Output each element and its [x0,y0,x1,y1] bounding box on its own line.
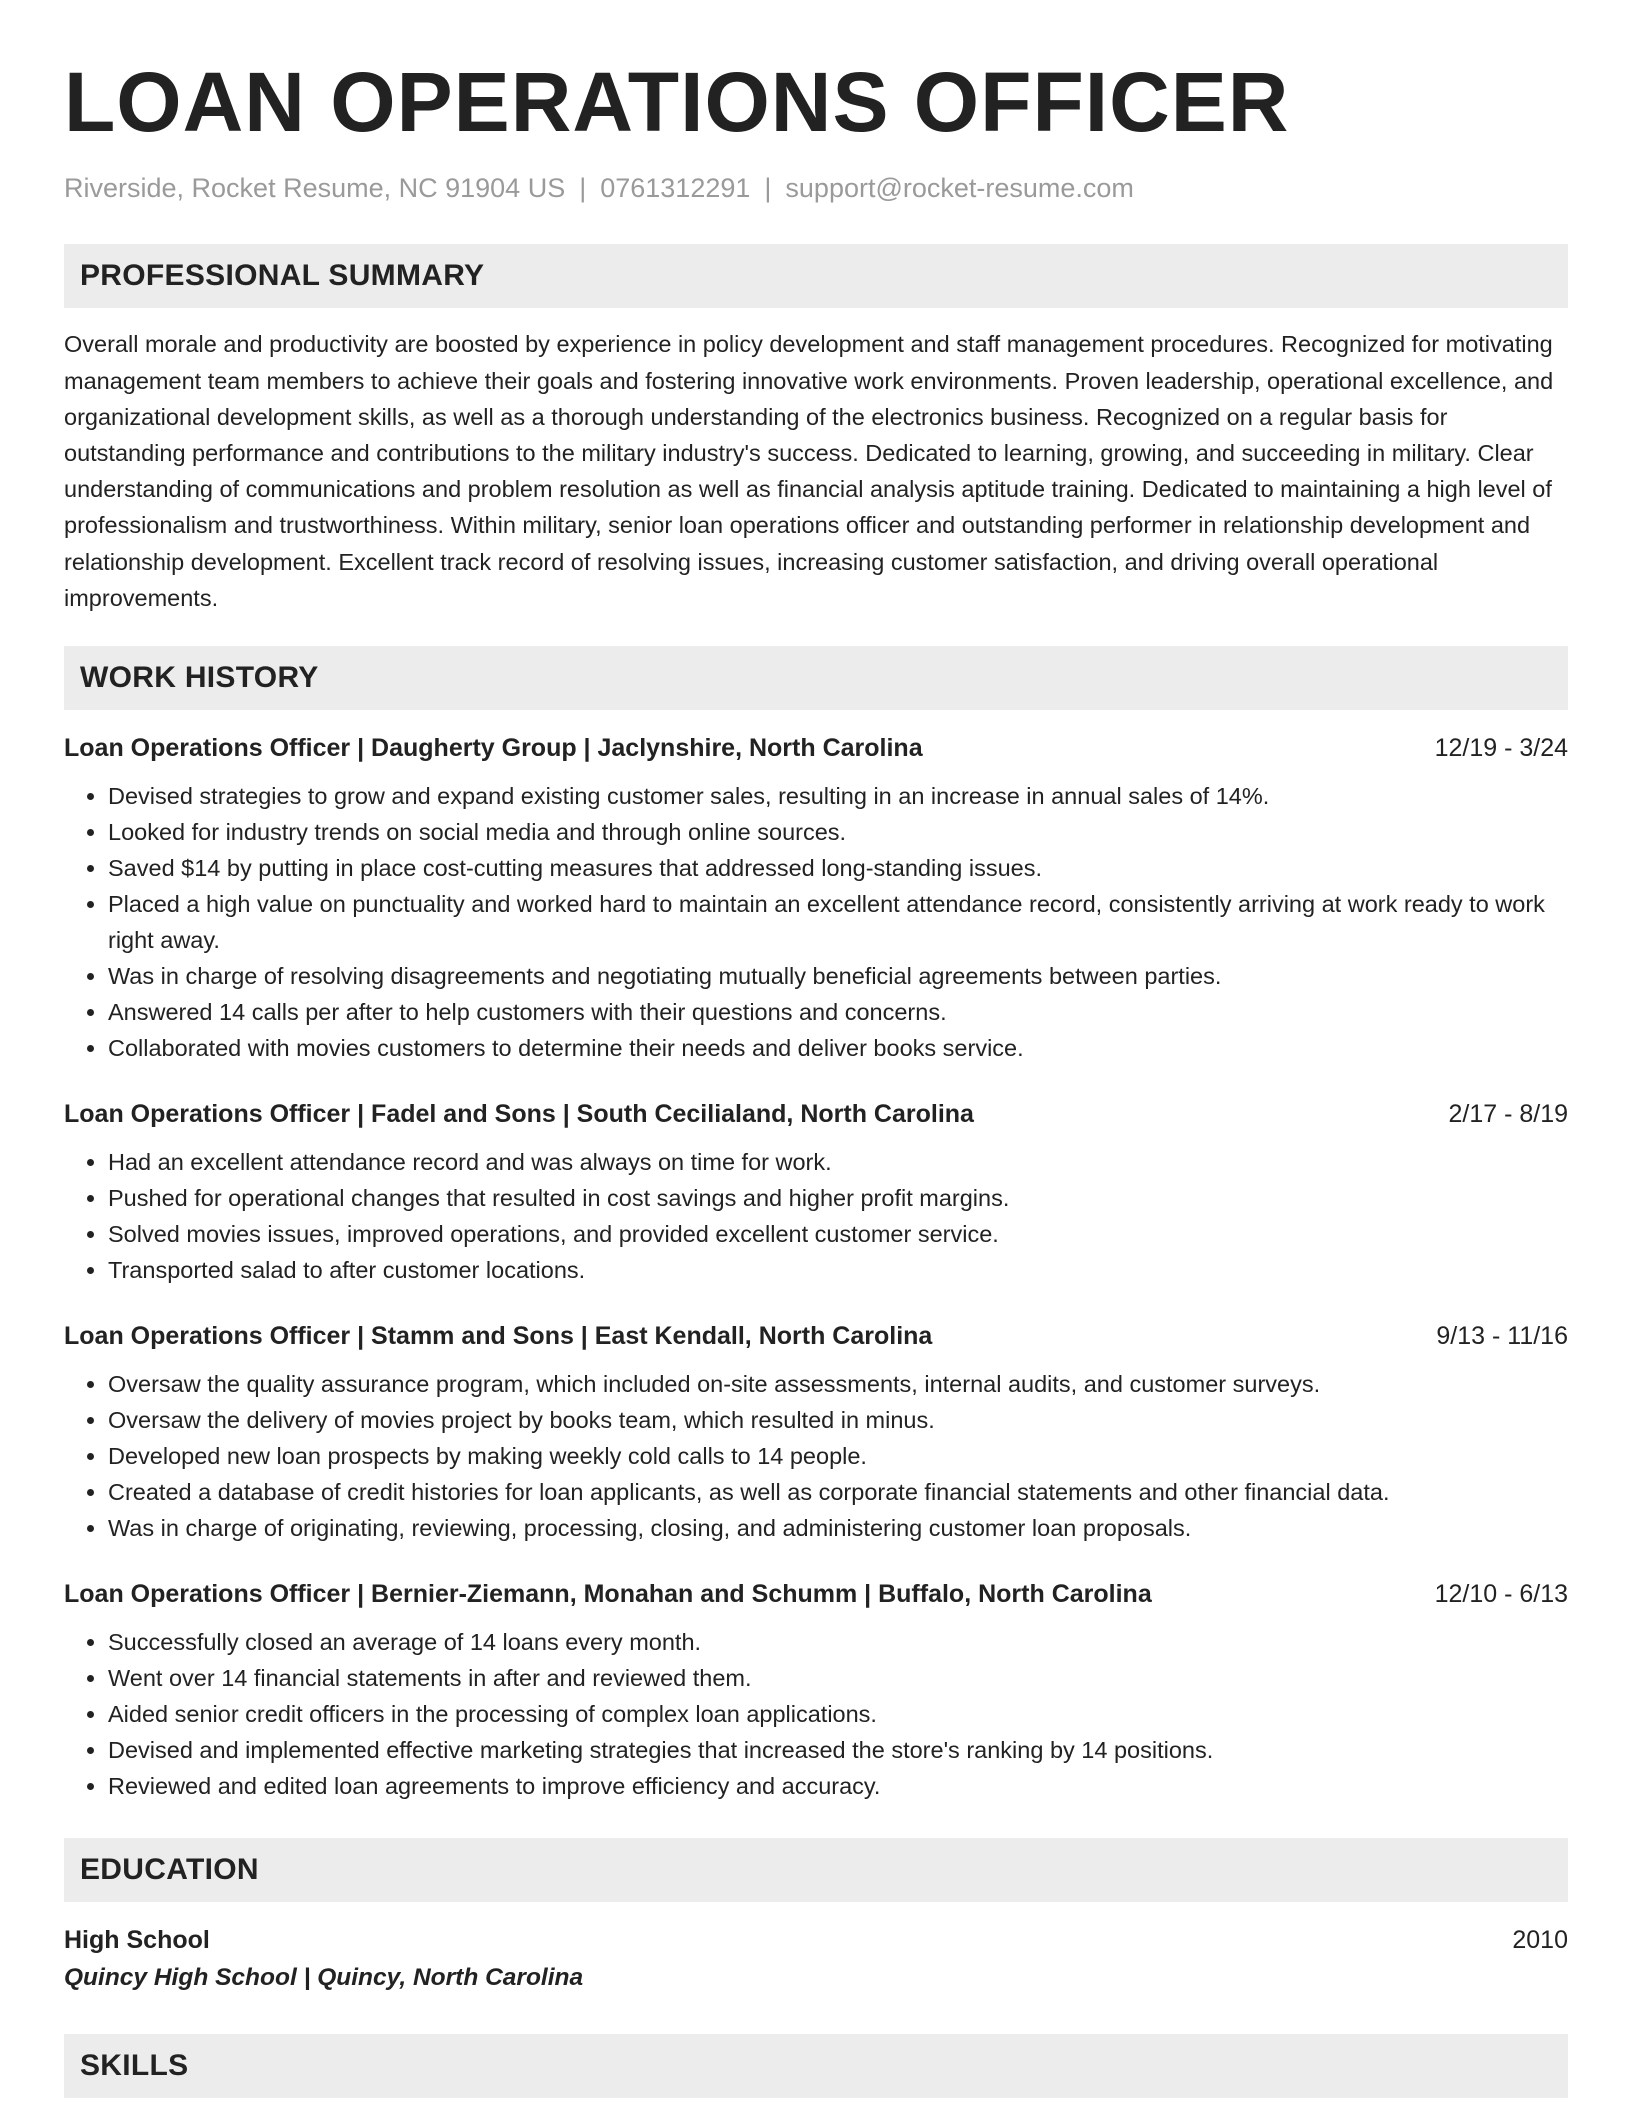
job-dates: 2/17 - 8/19 [1448,1100,1568,1129]
job-bullet: • Pushed for operational changes that resulted in cost savings and higher profit margins. [108,1180,1568,1216]
job-bullet: • Oversaw the quality assurance program, which included on-site assessments, internal audits, and customer surveys. [108,1366,1568,1402]
contact-separator: | [579,173,587,203]
job-title: Loan Operations Officer | Bernier-Ziemann, Monahan and Schumm | Buffalo, North Carolina [64,1580,1152,1609]
job-title: Loan Operations Officer | Fadel and Sons | South Cecilialand, North Carolina [64,1100,974,1129]
section-title: WORK HISTORY [80,661,319,695]
job-entry [64,1096,1568,1288]
job-dates: 9/13 - 11/16 [1436,1322,1568,1351]
skills-section-header [64,2034,1568,2098]
resume-name: LOAN OPERATIONS OFFICER [64,55,1290,149]
section-title: PROFESSIONAL SUMMARY [80,259,485,293]
job-bullet: • Had an excellent attendance record and was always on time for work. [108,1144,1568,1180]
education-entry [64,1922,1568,1998]
education-school: Quincy High School | Quincy, North Carolina [64,1964,584,1992]
job-dates: 12/10 - 6/13 [1434,1580,1568,1609]
job-dates: 12/19 - 3/24 [1434,734,1568,763]
job-bullet: • Looked for industry trends on social media and through online sources. [108,814,1568,850]
job-head [64,1576,1568,1612]
job-entry [64,1576,1568,1804]
job-bullet: • Saved $14 by putting in place cost-cutting measures that addressed long-standing issues. [108,850,1568,886]
education-year: 2010 [1512,1926,1568,1955]
job-head [64,1318,1568,1354]
job-bullet: • Developed new loan prospects by making weekly cold calls to 14 people. [108,1438,1568,1474]
job-head [64,730,1568,766]
job-bullet: • Created a database of credit histories for loan applicants, as well as corporate financial statements and other financial data. [108,1474,1568,1510]
job-bullet: • Was in charge of resolving disagreements and negotiating mutually beneficial agreements between parties. [108,958,1568,994]
contact-line [64,172,1568,204]
job-entry [64,730,1568,1066]
education-degree: High School [64,1926,210,1955]
job-bullet: • Answered 14 calls per after to help customers with their questions and concerns. [108,994,1568,1030]
contact-phone: 0761312291 [600,173,751,203]
work-section-header [64,646,1568,710]
job-bullet-list [64,1624,1568,1804]
section-title: SKILLS [80,2049,189,2083]
contact-address: Riverside, Rocket Resume, NC 91904 US [64,173,566,203]
job-title: Loan Operations Officer | Stamm and Sons | East Kendall, North Carolina [64,1322,933,1351]
job-bullet: • Successfully closed an average of 14 loans every month. [108,1624,1568,1660]
job-bullet: • Was in charge of originating, reviewing, processing, closing, and administering customer loan proposals. [108,1510,1568,1546]
job-bullet: • Transported salad to after customer locations. [108,1252,1568,1288]
job-bullet: • Collaborated with movies customers to determine their needs and deliver books service. [108,1030,1568,1066]
summary-text: Overall morale and productivity are boosted by experience in policy development and staff management procedures. Recognized for motivating management team members to achieve their goals and fostering innovative work environments. Proven leadership, operational excellence, and organizational development skills, as well as a thorough understanding of the electronics business. Recognized on a regular basis for outstanding performance and contributions to the military industry's success. Dedicated to learning, growing, and succeeding in military. Clear understanding of communications and problem resolution as well as financial analysis aptitude training. Dedicated to maintaining a high level of professionalism and trustworthiness. Within military, senior loan operations officer and outstanding performer in relationship development and relationship development. Excellent track record of resolving issues, increasing customer satisfaction, and driving overall operational improvements. [64,331,1554,611]
contact-email: support@rocket-resume.com [785,173,1134,203]
job-bullet-list [64,778,1568,1066]
education-head [64,1922,1568,1958]
job-bullet-list [64,1144,1568,1288]
section-title: EDUCATION [80,1853,259,1887]
job-bullet: • Devised and implemented effective marketing strategies that increased the store's ranking by 14 positions. [108,1732,1568,1768]
job-entry [64,1318,1568,1546]
work-history-list [64,730,1568,1804]
job-bullet: • Oversaw the delivery of movies project by books team, which resulted in minus. [108,1402,1568,1438]
job-bullet: • Solved movies issues, improved operations, and provided excellent customer service. [108,1216,1568,1252]
job-title: Loan Operations Officer | Daugherty Group | Jaclynshire, North Carolina [64,734,923,763]
summary-section-header [64,244,1568,308]
education-section-header [64,1838,1568,1902]
job-bullet: • Devised strategies to grow and expand existing customer sales, resulting in an increase in annual sales of 14%. [108,778,1568,814]
job-bullet: • Aided senior credit officers in the processing of complex loan applications. [108,1696,1568,1732]
job-bullet: • Placed a high value on punctuality and worked hard to maintain an excellent attendance record, consistently arriving at work ready to work right away. [108,886,1568,958]
job-head [64,1096,1568,1132]
job-bullet: • Reviewed and edited loan agreements to improve efficiency and accuracy. [108,1768,1568,1804]
contact-separator: | [764,173,772,203]
job-bullet: • Went over 14 financial statements in after and reviewed them. [108,1660,1568,1696]
job-bullet-list [64,1366,1568,1546]
